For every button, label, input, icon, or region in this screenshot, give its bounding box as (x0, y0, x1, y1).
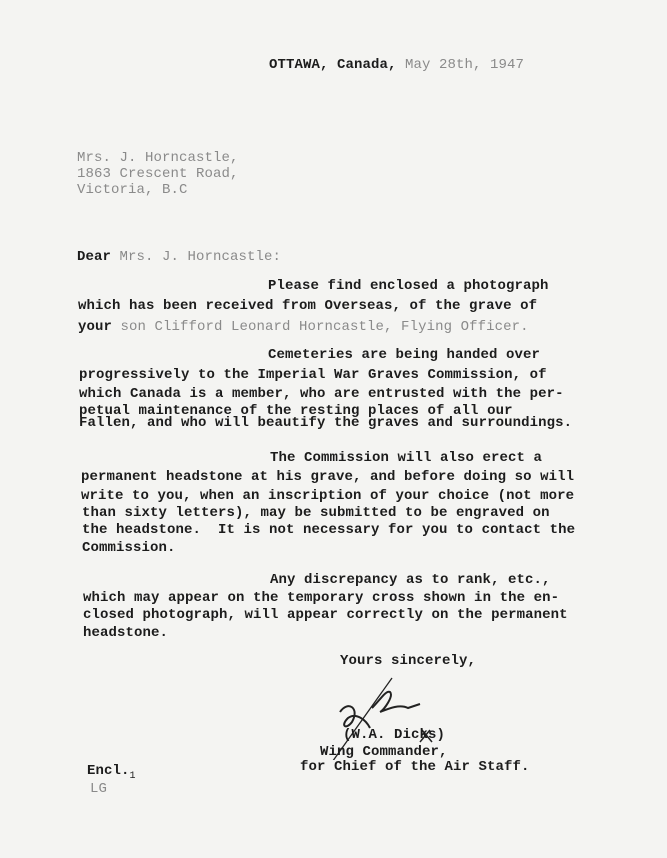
signatory-title: for Chief of the Air Staff. (300, 759, 530, 775)
recipient-name: Mrs. J. Horncastle, (77, 150, 239, 166)
salutation (77, 248, 281, 266)
enclosure (87, 762, 136, 782)
paragraph-line: Commission. (82, 540, 176, 556)
paragraph-line: which Canada is a member, who are entrusted with the per- (79, 386, 564, 402)
paragraph-line: Please find enclosed a photograph (268, 278, 549, 294)
word-your: your (78, 319, 113, 335)
signatory-rank: Wing Commander, (320, 744, 448, 760)
enclosure-label: Encl. (87, 763, 130, 779)
paragraph-line: petual maintenance of the resting places of all our (79, 403, 513, 419)
typist-initials: LG (90, 781, 108, 797)
paragraph-line: write to you, when an inscription of your choice (not more (81, 488, 575, 504)
paragraph-line: which has been received from Overseas, of the grave of (78, 298, 538, 314)
closing: Yours sincerely, (340, 653, 477, 669)
paragraph-line: permanent headstone at his grave, and before doing so will (81, 469, 575, 485)
salutation-dear: Dear (77, 249, 112, 265)
paragraph-line: The Commission will also erect a (270, 450, 543, 466)
paragraph-line: which may appear on the temporary cross shown in the en- (83, 590, 560, 606)
signatory-name: (W.A. Dicks) (343, 727, 446, 743)
paragraph-line: progressively to the Imperial War Graves Commission, of (79, 367, 547, 383)
paragraph-line: than sixty letters), may be submitted to be engraved on (82, 505, 550, 521)
dateline (269, 56, 524, 74)
salutation-name: Mrs. J. Horncastle: (111, 249, 282, 265)
recipient-city: Victoria, B.C (77, 182, 188, 198)
paragraph-line: Cemeteries are being handed over (268, 347, 541, 363)
place: OTTAWA, Canada, (269, 57, 406, 73)
paragraph-line: Fallen, and who will beautify the graves and surroundings. (79, 415, 573, 431)
paragraph-line: Any discrepancy as to rank, etc., (270, 572, 551, 588)
date: May 28th, 1947 (405, 57, 525, 73)
paragraph-line: closed photograph, will appear correctly on the permanent (83, 607, 568, 623)
enclosure-count: 1 (129, 771, 136, 782)
son-name: son Clifford Leonard Horncastle, Flying Officer. (112, 319, 529, 335)
paragraph-line (78, 318, 529, 336)
paragraph-line: headstone. (83, 625, 169, 641)
paragraph-line: the headstone. It is not necessary for you to contact the (82, 522, 576, 538)
recipient-street: 1863 Crescent Road, (77, 166, 239, 182)
